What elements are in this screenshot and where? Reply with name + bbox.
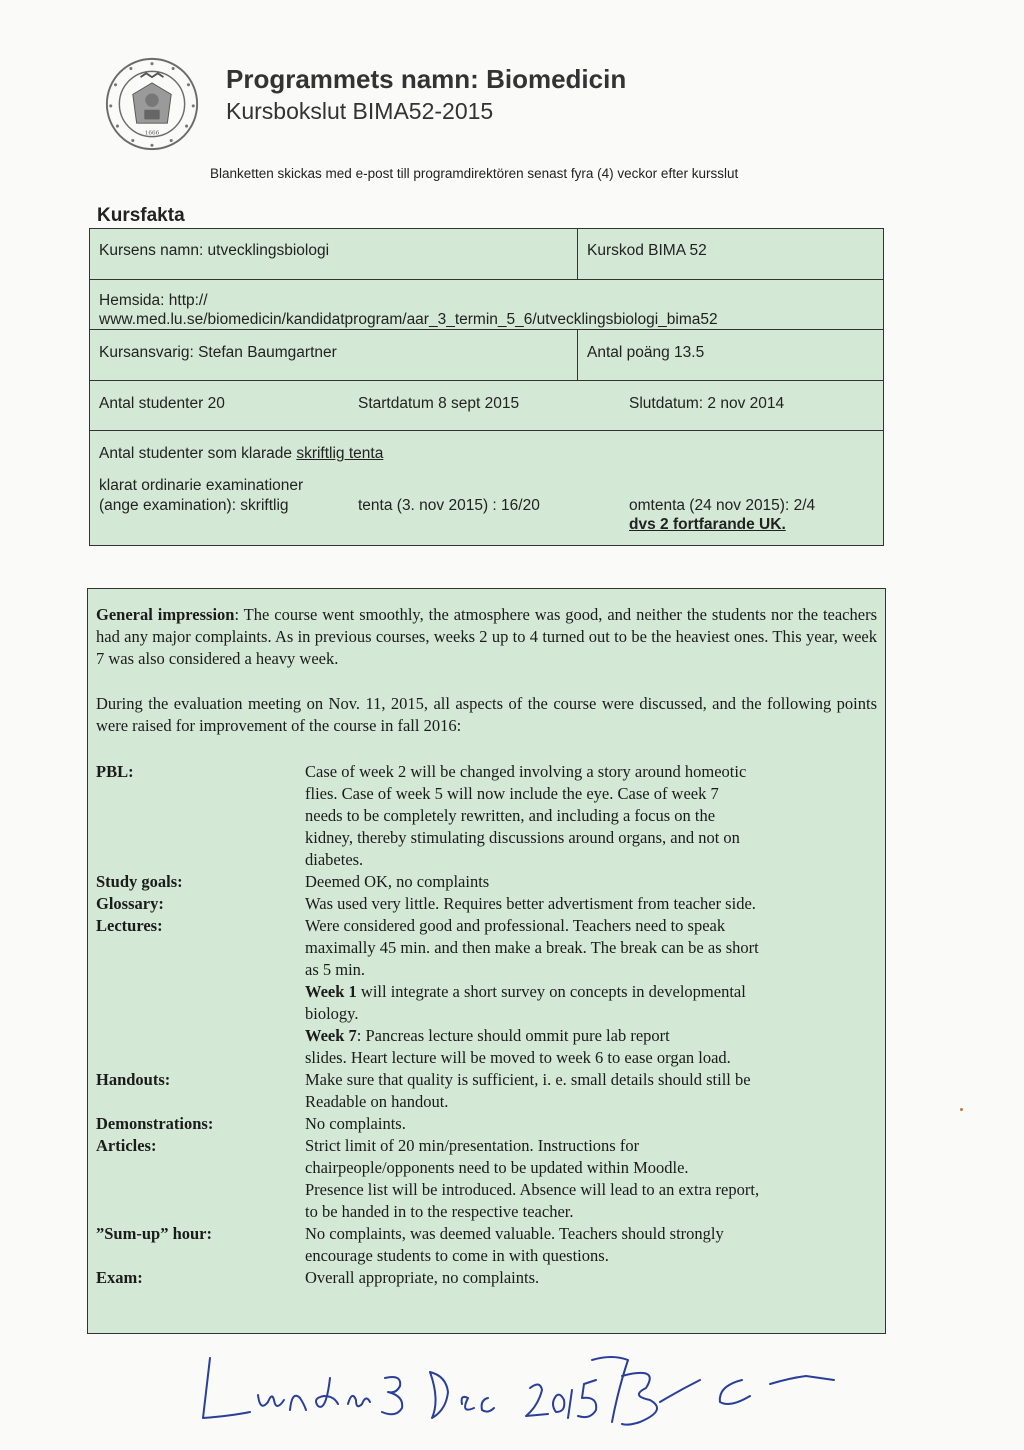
articles-line: chairpeople/opponents need to be updated within Moodle.	[305, 1158, 689, 1177]
articles-text	[305, 1135, 845, 1223]
course-responsible: Kursansvarig: Stefan Baumgartner	[99, 344, 337, 361]
handouts-line: Readable on handout.	[305, 1092, 449, 1111]
retake-note: dvs 2 fortfarande UK.	[629, 516, 786, 533]
week1-text: will integrate a short survey on concepts in developmental	[356, 982, 746, 1001]
pbl-text	[305, 761, 845, 871]
exam-text	[305, 1267, 845, 1289]
sumup-line: encourage students to come in with questions.	[305, 1246, 609, 1265]
meeting-paragraph: During the evaluation meeting on Nov. 11, 2015, all aspects of the course were discussed, and the following points were raised for improvement of the course in fall 2016:	[96, 694, 877, 735]
end-date: Slutdatum: 2 nov 2014	[629, 395, 785, 412]
handwritten-signature	[592, 1357, 834, 1425]
passed-prefix: Antal studenter som klarade	[99, 445, 297, 462]
glossary-label: Glossary:	[96, 894, 164, 913]
week1-label: Week 1	[305, 982, 357, 1001]
university-seal-icon	[104, 56, 200, 152]
start-date: Startdatum 8 sept 2015	[358, 395, 520, 412]
handwritten-signature-area	[0, 1340, 1024, 1450]
exam-line: Overall appropriate, no complaints.	[305, 1268, 540, 1287]
glossary-line: Was used very little. Requires better advertisment from teacher side.	[305, 894, 756, 913]
articles-line: Strict limit of 20 min/presentation. Instructions for	[305, 1136, 640, 1155]
glossary-text	[305, 893, 845, 915]
row-divider	[577, 229, 578, 279]
website-url: www.med.lu.se/biomedicin/kandidatprogram/aar_3_termin_5_6/utvecklingsbiologi_bima52	[99, 311, 718, 328]
pbl-label: PBL:	[96, 762, 134, 781]
svg-text:1666: 1666	[144, 130, 160, 137]
program-title: Programmets namn: Biomedicin	[226, 64, 627, 94]
demonstrations-label: Demonstrations:	[96, 1114, 214, 1133]
course-facts-table	[89, 228, 884, 546]
pbl-line: needs to be completely rewritten, and including a focus on the	[305, 806, 716, 825]
course-name: Kursens namn: utvecklingsbiologi	[99, 242, 330, 259]
demonstrations-text	[305, 1113, 845, 1135]
lectures-label: Lectures:	[96, 916, 163, 935]
facts-row-website	[90, 280, 883, 330]
section-title-kursfakta: Kursfakta	[97, 205, 185, 226]
lectures-week1-line	[305, 981, 845, 1003]
sumup-text	[305, 1223, 845, 1267]
course-credits: Antal poäng 13.5	[587, 344, 705, 361]
lectures-text	[305, 915, 845, 1069]
lectures-line: maximally 45 min. and then make a break. The break can be as short	[305, 938, 759, 957]
passed-label	[99, 445, 383, 463]
pbl-line: diabetes.	[305, 850, 364, 869]
lectures-line: biology.	[305, 1004, 359, 1023]
pbl-line: flies. Case of week 5 will now include the eye. Case of week 7	[305, 784, 719, 803]
website-label: Hemsida: http://	[99, 292, 208, 309]
facts-row-results	[90, 431, 883, 547]
general-impression-label: General impression	[96, 605, 235, 624]
passed-exam-type: skriftlig tenta	[296, 445, 384, 462]
facts-row-dates	[90, 381, 883, 431]
facts-row-name	[90, 229, 883, 280]
general-impression	[96, 604, 877, 670]
demonstrations-line: No complaints.	[305, 1114, 406, 1133]
handouts-label: Handouts:	[96, 1070, 171, 1089]
retake-result: omtenta (24 nov 2015): 2/4	[629, 497, 816, 514]
facts-row-responsible	[90, 330, 883, 381]
general-impression-text: : The course went smoothly, the atmosphere was good, and neither the students nor the teachers had any major complaints. As in previous courses, weeks 2 up to 4 turned out to be the heaviest ones. This year, week 7 was also considered a heavy week.	[96, 605, 877, 668]
document-subtitle: Kursbokslut BIMA52-2015	[226, 98, 494, 124]
lectures-line: slides. Heart lecture will be moved to week 6 to ease organ load.	[305, 1048, 731, 1067]
week7-text: : Pancreas lecture should ommit pure lab report	[356, 1026, 670, 1045]
lectures-line: Were considered good and professional. Teachers need to speak	[305, 916, 726, 935]
evaluation-box	[87, 588, 886, 1334]
study-goals-text	[305, 871, 845, 893]
articles-line: Presence list will be introduced. Absence will lead to an extra report,	[305, 1180, 760, 1199]
exam-label-line2: (ange examination): skriftlig	[99, 497, 289, 514]
articles-label: Articles:	[96, 1136, 157, 1155]
pbl-line: Case of week 2 will be changed involving a story around homeotic	[305, 762, 747, 781]
student-count: Antal studenter 20	[99, 395, 225, 412]
study-goals-line: Deemed OK, no complaints	[305, 872, 490, 891]
course-code: Kurskod BIMA 52	[587, 242, 707, 259]
lectures-week7-line	[305, 1025, 845, 1047]
sumup-line: No complaints, was deemed valuable. Teachers should strongly	[305, 1224, 724, 1243]
row-divider	[577, 330, 578, 380]
exam-result: tenta (3. nov 2015) : 16/20	[358, 497, 540, 514]
speck	[960, 1108, 963, 1111]
week7-label: Week 7	[305, 1026, 357, 1045]
sumup-label: ”Sum-up” hour:	[96, 1224, 212, 1243]
exam-label: Exam:	[96, 1268, 143, 1287]
handouts-line: Make sure that quality is sufficient, i. e. small details should still be	[305, 1070, 751, 1089]
pbl-line: kidney, thereby stimulating discussions around organs, and not on	[305, 828, 740, 847]
lectures-line: as 5 min.	[305, 960, 366, 979]
handwritten-place-date	[203, 1358, 596, 1418]
study-goals-label: Study goals:	[96, 872, 183, 891]
articles-line: to be handed in to the respective teacher.	[305, 1202, 574, 1221]
form-instruction: Blanketten skickas med e-post till programdirektören senast fyra (4) veckor efter kursslut	[210, 166, 739, 181]
exam-label-line1: klarat ordinarie examinationer	[99, 477, 304, 494]
handouts-text	[305, 1069, 845, 1113]
